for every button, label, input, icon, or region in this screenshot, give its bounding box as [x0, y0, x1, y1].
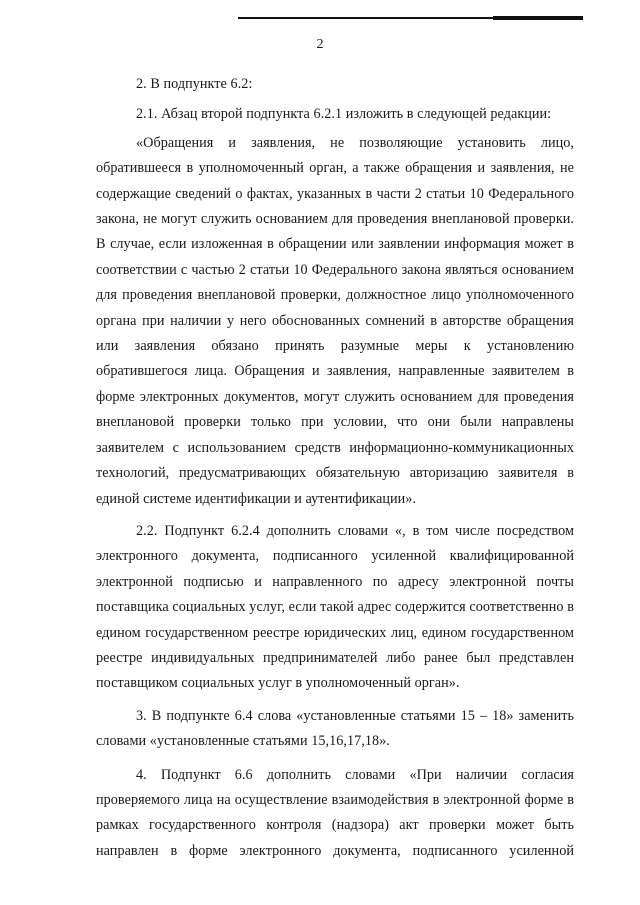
paragraph-item-2-1: 2.1. Абзац второй подпункта 6.2.1 изложить в следующей редакции:	[136, 106, 552, 123]
document-body	[96, 72, 574, 864]
paragraph-heading-6-2: 2. В подпункте 6.2:	[136, 76, 253, 92]
page-number: 2	[316, 37, 324, 52]
header-rule	[238, 17, 581, 19]
paragraph-item-3: 3. В подпункте 6.4 слова «установленные статьями 15 – 18» заменить словами «установленные статьями 15,16,17,18».	[96, 707, 574, 750]
paragraph-item-4: 4. Подпункт 6.6 дополнить словами «При наличии согласия проверяемого лица на осуществление взаимодействия в электронной форме в рамках государственного контроля (надзора) акт проверки может быть направлен в форме электронного документа, подписанного усиленной	[96, 766, 574, 859]
paragraph-item-2-2: 2.2. Подпункт 6.2.4 дополнить словами «, в том числе посредством электронного документа, подписанного усиленной квалифицированной электронной подписью и направленного по адресу электронной почты поставщика социальных услуг, если такой адрес содержится соответственно в едином государственном реестре юридических лиц, едином государственном реестре индивидуальных предпринимателей либо ранее был представлен поставщиком социальных услуг в уполномоченный орган».	[96, 522, 574, 692]
paragraph-quote-6-2-1: «Обращения и заявления, не позволяющие установить лицо, обратившееся в уполномоченный орган, а также обращения и заявления, не содержащие сведений о фактах, указанных в части 2 статьи 10 Федерального закона, не могут служить основанием для проведения внеплановой проверки. В случае, если изложенная в обращении или заявлении информация может в соответствии с частью 2 статьи 10 Федерального закона являться основанием для проведения внеплановой проверки, должностное лицо уполномоченного органа при наличии у него обоснованных сомнений в авторстве обращения или заявления обязано принять разумные меры к установлению обратившегося лица. Обращения и заявления, направленные заявителем в форме электронных документов, могут служить основанием для проведения внеплановой проверки только при условии, что они были направлены заявителем с использованием средств информационно-коммуникационных технологий, предусматривающих обязательную авторизацию заявителя в единой системе идентификации и аутентификации».	[96, 134, 574, 507]
